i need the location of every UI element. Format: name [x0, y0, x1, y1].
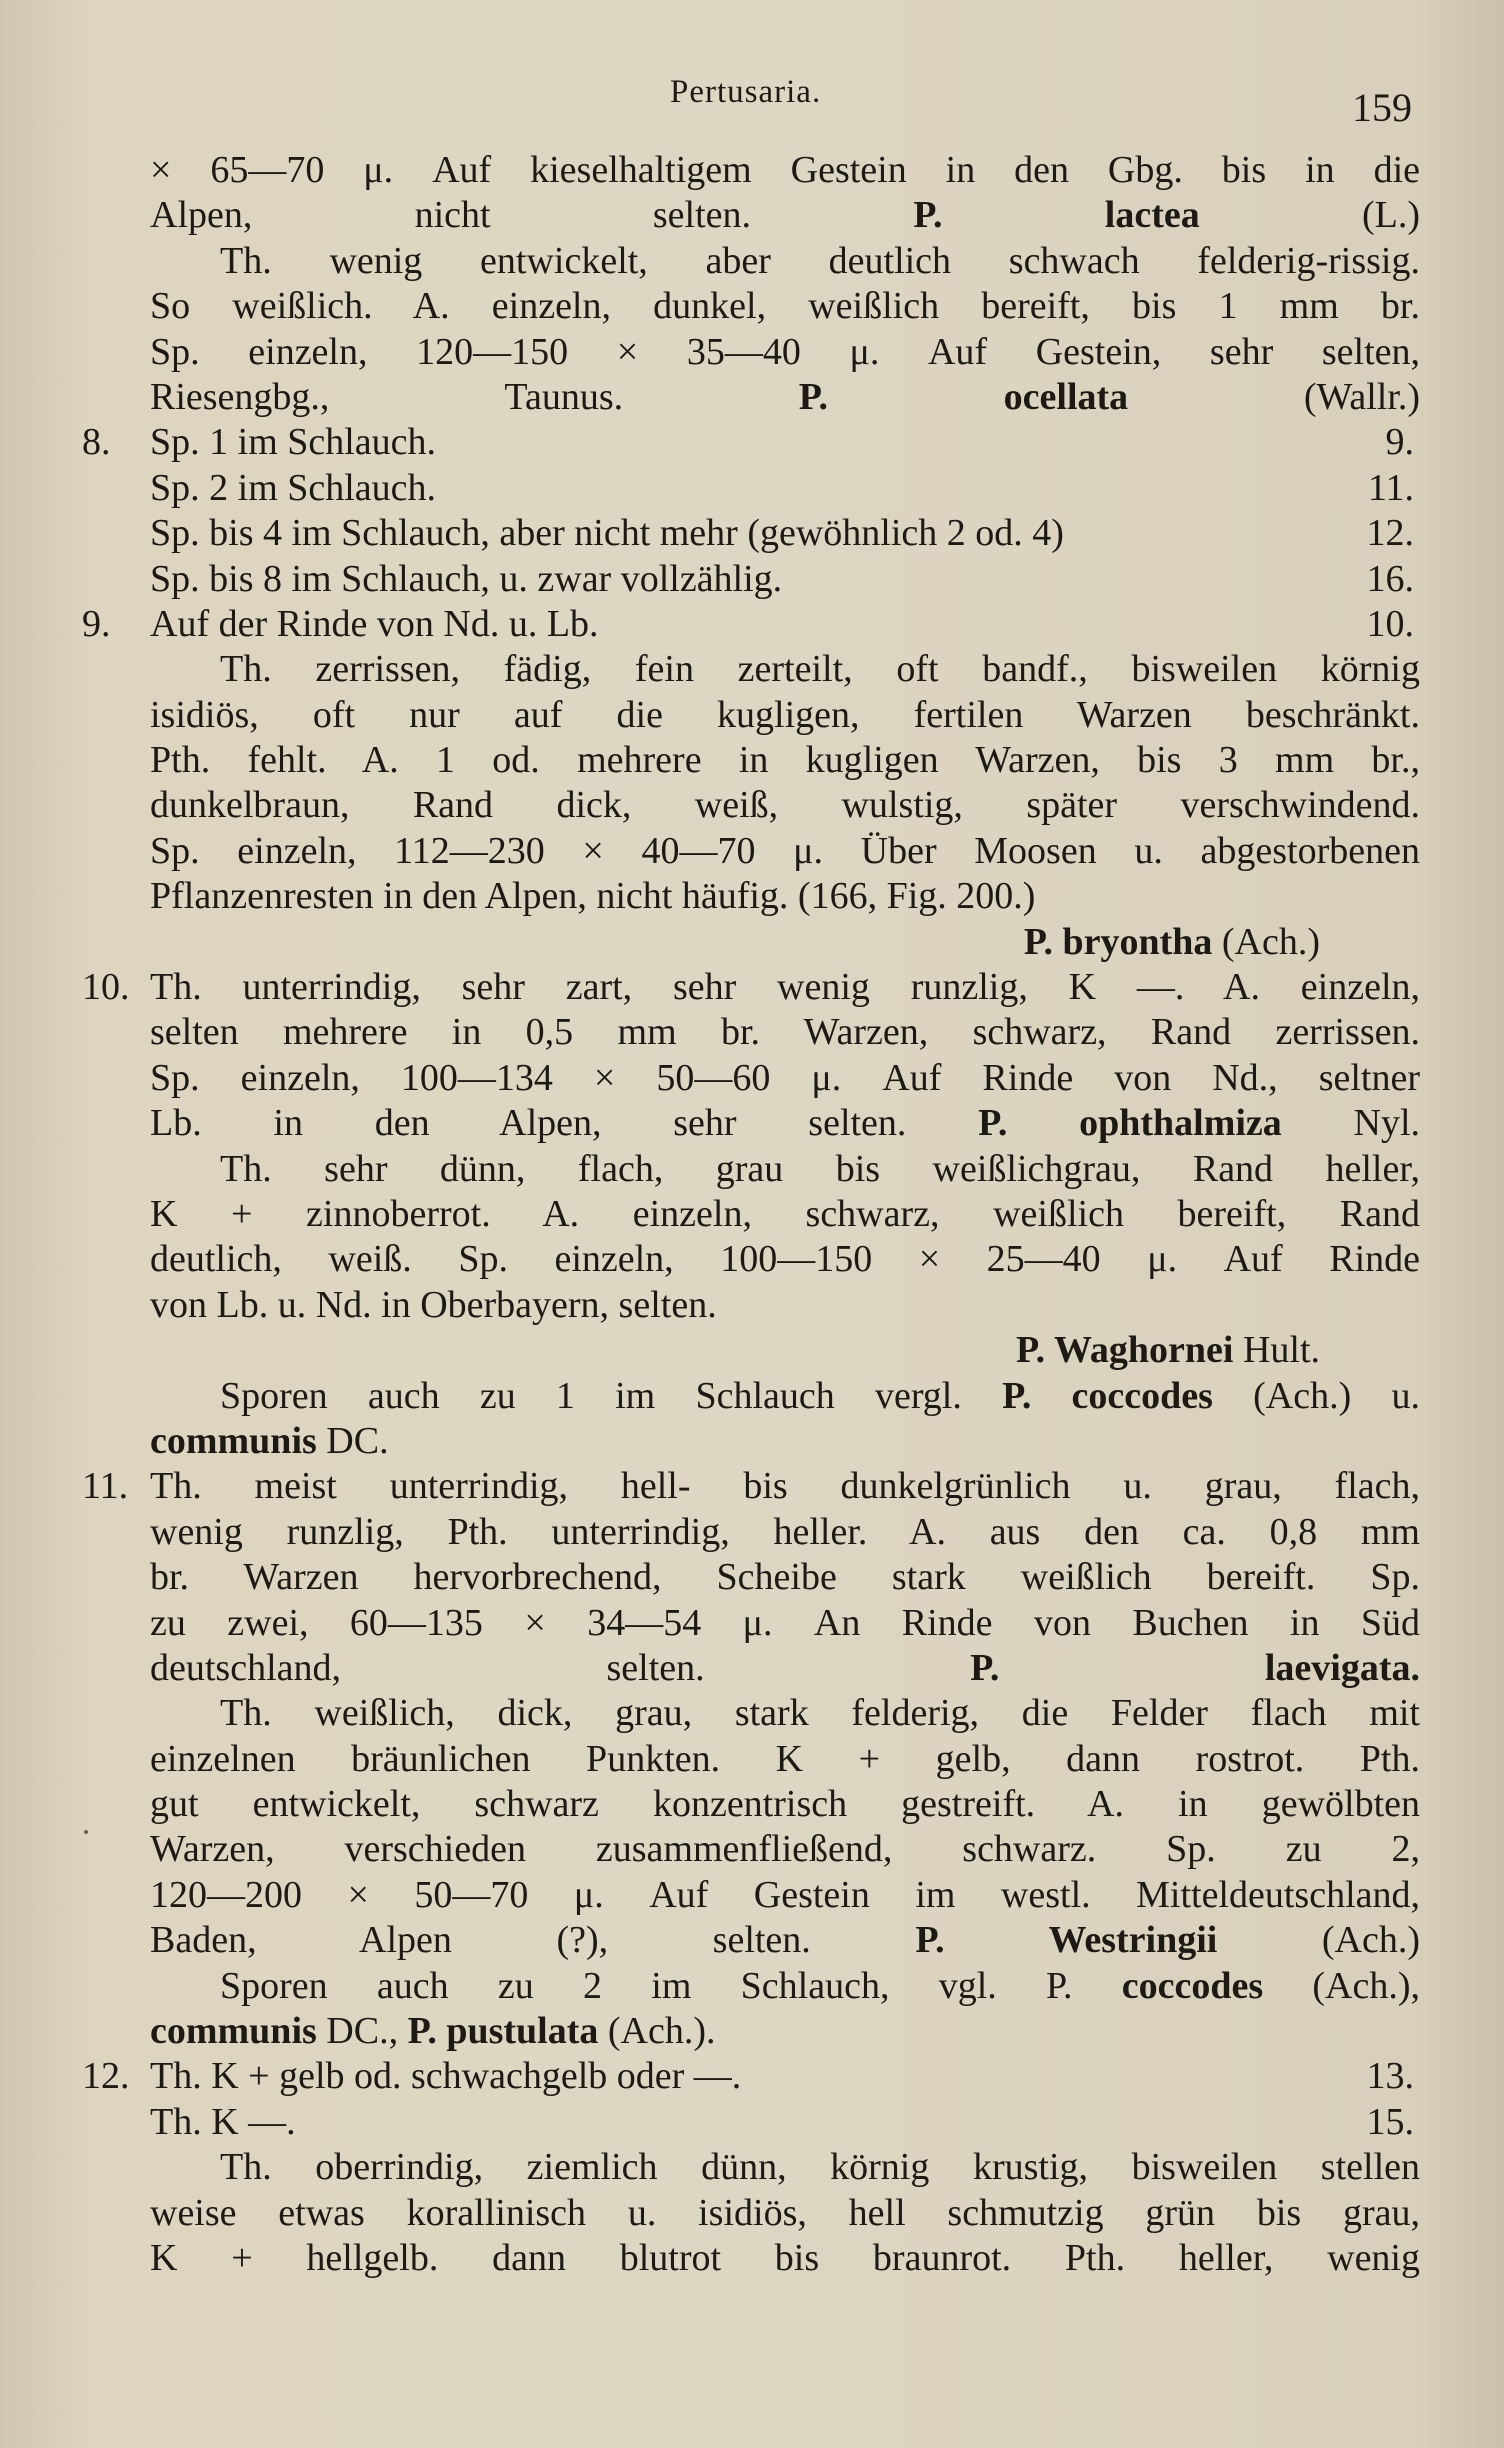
text-line — [150, 1601, 1420, 1646]
line-text: Sp. einzeln, 112—230 × 40—70 μ. Über Moosen u. abgestorbenen — [150, 829, 1420, 872]
line-text: deutlich, weiß. Sp. einzeln, 100—150 × 25—40 μ. Auf Rinde — [150, 1238, 1420, 1281]
text-line — [150, 1510, 1420, 1555]
species-author: (Ach.) u. — [1253, 1374, 1420, 1417]
species-author: (Ach.), — [1312, 1964, 1421, 2007]
text-line — [150, 1646, 1420, 1691]
line-text: Th. weißlich, dick, grau, stark felderig, die Felder flach mit — [220, 1692, 1420, 1735]
species-name: P. coccodes — [1002, 1374, 1213, 1417]
print-speck — [84, 1830, 88, 1834]
text-line — [150, 1419, 1420, 1464]
text-line — [150, 557, 1420, 602]
text-line — [150, 1147, 1420, 1192]
text-line — [150, 1056, 1420, 1101]
text-line — [82, 965, 1420, 1010]
species-name: P. Westringii — [915, 1919, 1218, 1962]
species-author: (L.) — [1361, 194, 1421, 237]
key-number: 11. — [82, 1465, 129, 1508]
line-text: Sp. bis 8 im Schlauch, u. zwar vollzählig. — [150, 557, 783, 600]
text-line — [150, 1691, 1420, 1736]
species-author: (Ach.) — [1321, 1919, 1420, 1962]
line-text: selten mehrere in 0,5 mm br. Warzen, schwarz, Rand zerrissen. — [150, 1011, 1420, 1054]
species-name: P. pustulata — [407, 2010, 599, 2053]
text-line — [150, 239, 1420, 284]
text-line — [150, 2009, 1420, 2054]
text-line — [150, 1782, 1420, 1827]
text-line — [82, 602, 1420, 647]
text-fragment: (Ach.). — [598, 2010, 716, 2053]
line-text: isidiös, oft nur auf die kugligen, fertilen Warzen beschränkt. — [150, 693, 1420, 736]
text-line — [150, 829, 1420, 874]
text-line — [150, 920, 1420, 965]
text-line — [150, 1827, 1420, 1872]
text-line — [150, 2236, 1420, 2281]
species-author: (Ach.) — [1221, 920, 1320, 963]
species-name: communis — [150, 1419, 317, 1462]
text-line — [150, 2145, 1420, 2190]
line-text: Sp. 2 im Schlauch. — [150, 466, 437, 509]
line-text: Th. meist unterrindig, hell- bis dunkelgrünlich u. grau, flach, — [150, 1465, 1420, 1508]
text-line — [150, 2100, 1420, 2145]
text-line — [82, 420, 1420, 465]
key-number: 9. — [82, 602, 111, 645]
line-text: deutschland, selten. — [150, 1646, 705, 1689]
species-name: P. laevigata. — [970, 1646, 1420, 1689]
line-text: K + hellgelb. dann blutrot bis braunrot. Pth. heller, wenig — [150, 2236, 1420, 2279]
page-number: 159 — [1352, 85, 1412, 130]
line-text: Sporen auch zu 1 im Schlauch vergl. — [220, 1374, 962, 1417]
text-line — [150, 466, 1420, 511]
species-name: P. Waghornei — [1015, 1329, 1234, 1372]
line-text: Sp. bis 4 im Schlauch, aber nicht mehr (gewöhnlich 2 od. 4) — [150, 512, 1064, 555]
species-name: coccodes — [1121, 1964, 1264, 2007]
key-number: 12. — [82, 2055, 130, 2098]
key-number: 8. — [82, 421, 111, 464]
text-line — [150, 1918, 1420, 1963]
species-author: Hult. — [1242, 1329, 1320, 1372]
line-text: Warzen, verschieden zusammenfließend, schwarz. Sp. zu 2, — [150, 1828, 1420, 1871]
line-text: Th. K —. — [150, 2100, 296, 2143]
line-text: Th. wenig entwickelt, aber deutlich schwach felderig-rissig. — [220, 239, 1420, 282]
text-line — [150, 1010, 1420, 1055]
species-name: P. ophthalmiza — [978, 1102, 1282, 1145]
species-author: (Wallr.) — [1303, 375, 1421, 418]
species-author: DC. — [326, 1419, 389, 1462]
line-text: Baden, Alpen (?), selten. — [150, 1919, 811, 1962]
text-line — [150, 193, 1420, 238]
text-line — [150, 375, 1420, 420]
line-text: 120—200 × 50—70 μ. Auf Gestein im westl. Mitteldeutschland, — [150, 1873, 1420, 1916]
text-line — [150, 1555, 1420, 1600]
line-text: Th. unterrindig, sehr zart, sehr wenig runzlig, K —. A. einzeln, — [150, 966, 1420, 1009]
line-text: Pth. fehlt. A. 1 od. mehrere in kugligen Warzen, bis 3 mm br., — [150, 739, 1420, 782]
line-text: Th. K + gelb od. schwachgelb oder —. — [150, 2055, 742, 2098]
text-line — [150, 874, 1420, 919]
species-name: communis — [150, 2010, 317, 2053]
text-line — [150, 148, 1420, 193]
key-number: 10. — [82, 966, 130, 1009]
line-text: wenig runzlig, Pth. unterrindig, heller. A. aus den ca. 0,8 mm — [150, 1510, 1420, 1553]
species-name: P. ocellata — [798, 375, 1129, 418]
line-text: So weißlich. A. einzeln, dunkel, weißlich bereift, bis 1 mm br. — [150, 285, 1420, 328]
key-reference: 15. — [1366, 2100, 1414, 2143]
text-line — [150, 1283, 1420, 1328]
line-text: Sp. einzeln, 120—150 × 35—40 μ. Auf Gestein, sehr selten, — [150, 330, 1420, 373]
key-reference: 12. — [1366, 512, 1414, 555]
text-line — [82, 2054, 1420, 2099]
line-text: br. Warzen hervorbrechend, Scheibe stark weißlich bereift. Sp. — [150, 1556, 1420, 1599]
text-line — [150, 1328, 1420, 1373]
line-text: zu zwei, 60—135 × 34—54 μ. An Rinde von Buchen in Süd — [150, 1601, 1420, 1644]
line-text: von Lb. u. Nd. in Oberbayern, selten. — [150, 1283, 717, 1326]
key-reference: 13. — [1366, 2055, 1414, 2098]
line-text: Riesengbg., Taunus. — [150, 375, 624, 418]
key-reference: 9. — [1385, 421, 1414, 464]
running-title: Pertusaria. — [670, 74, 822, 110]
page-header — [0, 68, 1504, 128]
text-line — [150, 1873, 1420, 1918]
key-text — [82, 148, 1421, 2281]
line-text: Pflanzenresten in den Alpen, nicht häufig. (166, Fig. 200.) — [150, 875, 1036, 918]
line-text: Th. zerrissen, fädig, fein zerteilt, oft bandf., bisweilen körnig — [220, 648, 1420, 691]
text-line — [150, 1964, 1420, 2009]
species-name: P. bryontha — [1023, 920, 1213, 963]
text-line — [150, 2191, 1420, 2236]
text-line — [150, 783, 1420, 828]
text-line — [150, 693, 1420, 738]
line-text: weise etwas korallinisch u. isidiös, hell schmutzig grün bis grau, — [150, 2191, 1420, 2234]
text-line — [150, 284, 1420, 329]
text-line — [150, 738, 1420, 783]
line-text: Lb. in den Alpen, sehr selten. — [150, 1102, 907, 1145]
line-text: Auf der Rinde von Nd. u. Lb. — [150, 602, 599, 645]
line-text: Sp. 1 im Schlauch. — [150, 421, 437, 464]
line-text: Th. oberrindig, ziemlich dünn, körnig krustig, bisweilen stellen — [220, 2146, 1420, 2189]
text-line — [150, 1101, 1420, 1146]
text-line — [150, 330, 1420, 375]
line-text: dunkelbraun, Rand dick, weiß, wulstig, später verschwindend. — [150, 784, 1420, 827]
line-text: Alpen, nicht selten. — [150, 194, 752, 237]
key-reference: 11. — [1367, 466, 1414, 509]
species-author: Nyl. — [1353, 1102, 1421, 1145]
line-text: Th. sehr dünn, flach, grau bis weißlichgrau, Rand heller, — [220, 1147, 1420, 1190]
text-line — [150, 647, 1420, 692]
line-text: einzelnen bräunlichen Punkten. K + gelb, dann rostrot. Pth. — [150, 1737, 1420, 1780]
text-line — [150, 1374, 1420, 1419]
text-line — [150, 1737, 1420, 1782]
species-name: P. lactea — [913, 194, 1200, 237]
text-fragment: DC., — [316, 2010, 408, 2053]
line-text: gut entwickelt, schwarz konzentrisch gestreift. A. in gewölbten — [150, 1783, 1420, 1826]
text-line — [82, 1464, 1420, 1509]
line-text: K + zinnoberrot. A. einzeln, schwarz, weißlich bereift, Rand — [150, 1192, 1420, 1235]
line-text: Sporen auch zu 2 im Schlauch, vgl. P. — [220, 1964, 1073, 2007]
key-reference: 16. — [1366, 557, 1414, 600]
line-text: × 65—70 μ. Auf kieselhaltigem Gestein in den Gbg. bis in die — [150, 149, 1420, 191]
text-line — [150, 511, 1420, 556]
key-reference: 10. — [1366, 602, 1414, 645]
line-text: Sp. einzeln, 100—134 × 50—60 μ. Auf Rinde von Nd., seltner — [150, 1056, 1420, 1099]
text-line — [150, 1192, 1420, 1237]
text-line — [150, 1237, 1420, 1282]
